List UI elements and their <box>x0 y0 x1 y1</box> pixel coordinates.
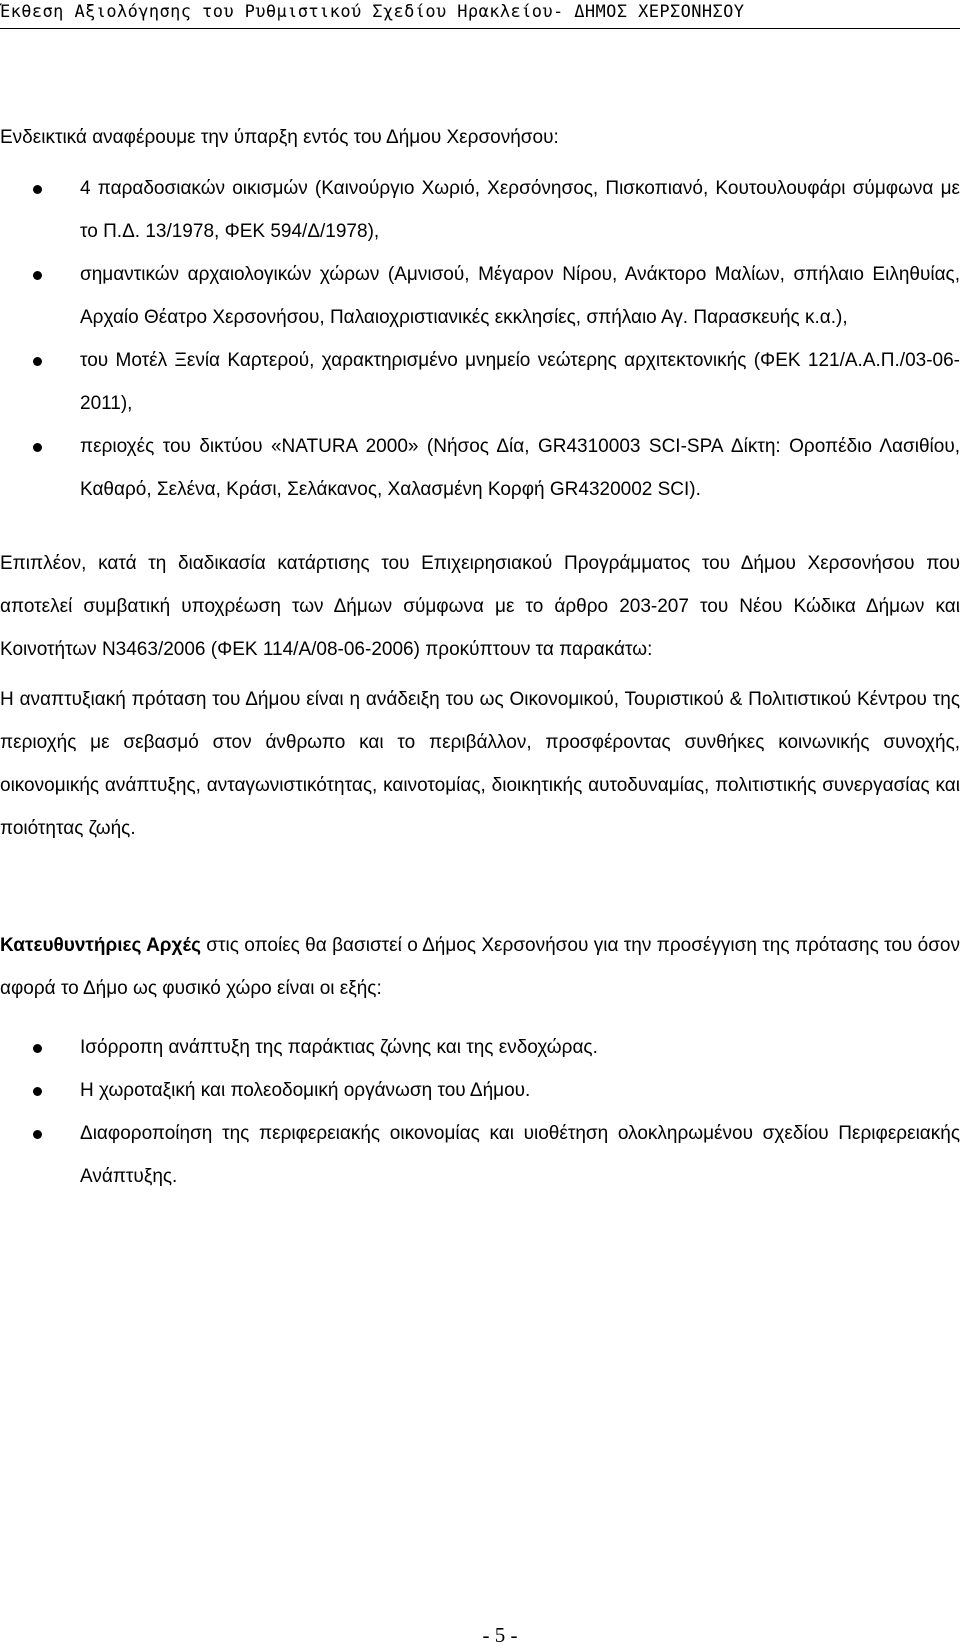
paragraph-2: Επιπλέον, κατά τη διαδικασία κατάρτισης του Επιχειρησιακού Προγράμματος του Δήμου Χερσονήσου που αποτελεί συμβατική υποχρέωση των Δήμων σύμφωνα με το άρθρο 203-207 του Νέου Κώδικα Δήμων και Κοινοτήτων Ν3463/2006 (ΦΕΚ 114/Α/08-06-2006) προκύπτουν τα παρακάτω: <box>0 553 960 660</box>
section1-list <box>0 167 960 511</box>
section4-intro-rest: στις οποίες θα βασιστεί ο Δήμος Χερσονήσου για την προσέγγιση της πρότασης του όσον αφορά το Δήμο ως φυσικό χώρο είναι οι εξής: <box>0 935 960 999</box>
list-item: περιοχές του δικτύου «NATURA 2000» (Νήσος Δία, GR4310003 SCI-SPA Δίκτη: Οροπέδιο Λασιθίου, Καθαρό, Σελένα, Κράσι, Σελάκανος, Χαλασμένη Κορφή GR4320002 SCI). <box>0 425 960 511</box>
section4-list <box>0 1026 960 1198</box>
page-footer <box>0 1623 960 1648</box>
bold-lead: Κατευθυντήριες Αρχές <box>0 935 201 956</box>
section1-intro: Ενδεικτικά αναφέρουμε την ύπαρξη εντός του Δήμου Χερσονήσου: <box>0 127 559 148</box>
list-item: Ισόρροπη ανάπτυξη της παράκτιας ζώνης και της ενδοχώρας. <box>0 1026 960 1069</box>
list-item: Διαφοροποίηση της περιφερειακής οικονομίας και υιοθέτηση ολοκληρωμένου σχεδίου Περιφερειακής Ανάπτυξης. <box>0 1112 960 1198</box>
header-title: Έκθεση Αξιολόγησης του Ρυθμιστικού Σχεδίου Ηρακλείου- ΔΗΜΟΣ ΧΕΡΣΟΝΗΣΟΥ <box>0 2 745 22</box>
list-item: του Μοτέλ Ξενία Καρτερού, χαρακτηρισμένο μνημείο νεώτερης αρχιτεκτονικής (ΦΕΚ 121/Α.Α.Π./03-06-2011), <box>0 339 960 425</box>
document-header <box>0 0 960 29</box>
paragraph-3: Η αναπτυξιακή πρόταση του Δήμου είναι η ανάδειξη του ως Οικονομικού, Τουριστικού & Πολιτιστικού Κέντρου της περιοχής με σεβασμό στον άνθρωπο και το περιβάλλον, προσφέροντας συνθήκες κοινωνικής συνοχής, οικονομικής ανάπτυξης, ανταγωνιστικότητας, καινοτομίας, διοικητικής αυτοδυναμίας, πολιτιστικής συνεργασίας και ποιότητας ζωής. <box>0 689 960 839</box>
section4-intro <box>0 924 960 1010</box>
list-item: σημαντικών αρχαιολογικών χώρων (Αμνισού, Μέγαρον Νίρου, Ανάκτορο Μαλίων, σπήλαιο Ειληθυίας, Αρχαίο Θέατρο Χερσονήσου, Παλαιοχριστιανικές εκκλησίες, σπήλαιο Αγ. Παρασκευής κ.α.), <box>0 253 960 339</box>
list-item: Η χωροταξική και πολεοδομική οργάνωση του Δήμου. <box>0 1069 960 1112</box>
list-item: 4 παραδοσιακών οικισμών (Καινούργιο Χωριό, Χερσόνησος, Πισκοπιανό, Κουτουλουφάρι σύμφωνα με το Π.Δ. 13/1978, ΦΕΚ 594/Δ/1978), <box>0 167 960 253</box>
document-body <box>0 116 960 1198</box>
page-number: - 5 - <box>482 1623 518 1647</box>
